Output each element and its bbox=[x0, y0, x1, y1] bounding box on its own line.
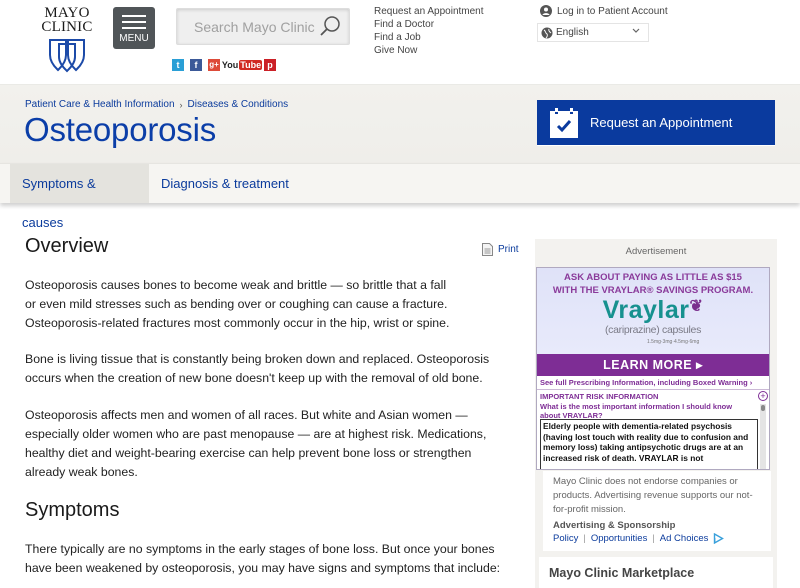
globe-icon bbox=[541, 27, 553, 39]
ad-risk-title: IMPORTANT RISK INFORMATION bbox=[540, 392, 659, 401]
give-now-link[interactable]: Give Now bbox=[374, 45, 418, 56]
ad-disclaimer bbox=[543, 471, 771, 551]
expand-plus-icon[interactable]: + bbox=[758, 391, 768, 401]
youtube-icon[interactable] bbox=[221, 59, 262, 71]
pinterest-icon[interactable]: p bbox=[264, 59, 276, 71]
chevron-down-icon bbox=[632, 28, 640, 34]
tab-symptoms-causes[interactable]: Symptoms & causes bbox=[10, 164, 149, 203]
overview-paragraph-3: Osteoporosis affects men and women of all races. But white and Asian women — especially older women who are past menopause — are at highest risk. Medications, healthy diet and weight-bearing exercise can help prevent bone loss or strengthen already weak bones. bbox=[25, 408, 487, 479]
search-box bbox=[176, 8, 350, 45]
menu-button[interactable] bbox=[113, 7, 155, 49]
overview-paragraph-2: Bone is living tissue that is constantly being broken down and replaced. Osteoporosis occurs when the creation of new bone doesn't keep up with the removal of old bone. bbox=[25, 352, 490, 385]
breadcrumb-patient-care[interactable]: Patient Care & Health Information bbox=[25, 99, 175, 110]
language-select[interactable] bbox=[537, 23, 649, 42]
tab-diagnosis-treatment[interactable]: Diagnosis & treatment bbox=[161, 176, 289, 191]
ad-risk-question: What is the most important information I should know about VRAYLAR? bbox=[540, 401, 733, 420]
login-label: Log in to Patient Account bbox=[557, 5, 668, 17]
ad-choices-icon[interactable] bbox=[713, 533, 724, 544]
ad-scrollbar-thumb[interactable] bbox=[761, 405, 765, 411]
youtube-tube: Tube bbox=[240, 59, 262, 70]
page-tabs bbox=[0, 163, 800, 230]
twitter-icon[interactable]: t bbox=[172, 59, 184, 71]
request-appointment-link[interactable]: Request an Appointment bbox=[374, 6, 484, 17]
ad-divider bbox=[537, 389, 769, 390]
youtube-you: You bbox=[221, 59, 239, 70]
symptoms-paragraph: There typically are no symptoms in the early stages of bone loss. But once your bones have been weakened by osteoporosis, you may have signs and symptoms that include: bbox=[25, 542, 501, 575]
marketplace-heading: Mayo Clinic Marketplace bbox=[539, 557, 773, 588]
find-job-link[interactable]: Find a Job bbox=[374, 32, 421, 43]
policy-link[interactable]: Policy bbox=[553, 533, 579, 544]
ad-brand-logo bbox=[537, 296, 769, 325]
leaf-icon: ❦ bbox=[689, 298, 704, 315]
facebook-icon[interactable]: f bbox=[190, 59, 202, 71]
mayo-clinic-logo[interactable] bbox=[36, 6, 98, 74]
link-separator: | bbox=[583, 533, 586, 544]
login-link[interactable] bbox=[540, 5, 668, 17]
breadcrumb-diseases-conditions[interactable]: Diseases & Conditions bbox=[187, 99, 289, 110]
logo-line-2: CLINIC bbox=[41, 19, 93, 35]
breadcrumb-separator: › bbox=[179, 99, 183, 110]
find-doctor-link[interactable]: Find a Doctor bbox=[374, 19, 435, 30]
calendar-check-icon bbox=[550, 108, 578, 138]
breadcrumb bbox=[25, 99, 288, 110]
ad-generic-name: (cariprazine) capsules bbox=[604, 324, 702, 336]
ad-brand-name: Vraylar bbox=[602, 296, 690, 324]
hamburger-icon-bar bbox=[122, 15, 146, 17]
language-value: English bbox=[556, 27, 589, 38]
search-icon[interactable] bbox=[319, 15, 341, 37]
ad-headline-line-1: ASK ABOUT PAYING AS LITTLE AS $15 bbox=[564, 272, 742, 283]
ad-banner bbox=[537, 268, 769, 354]
quick-links bbox=[374, 5, 484, 57]
logo-line-1: MAYO bbox=[44, 5, 90, 21]
user-icon bbox=[540, 5, 552, 17]
shields-icon bbox=[47, 37, 87, 73]
menu-label: MENU bbox=[119, 33, 149, 44]
overview-heading: Overview bbox=[25, 235, 109, 257]
hamburger-icon-bar bbox=[122, 27, 146, 29]
opportunities-link[interactable]: Opportunities bbox=[590, 533, 648, 544]
sponsorship-links bbox=[553, 533, 761, 544]
social-links bbox=[172, 58, 276, 71]
request-appointment-label: Request an Appointment bbox=[590, 115, 733, 130]
ad-scrollbar[interactable] bbox=[760, 404, 766, 470]
request-appointment-button[interactable] bbox=[537, 100, 775, 146]
ad-boxed-warning: Elderly people with dementia-related psychosis (having lost touch with reality due to confusion and memory loss) taking antipsychotic drugs are at an increased risk of death. VRAYLAR is not bbox=[540, 419, 758, 470]
sidebar bbox=[535, 239, 777, 588]
google-plus-icon[interactable]: g+ bbox=[209, 60, 219, 69]
page-title: Osteoporosis bbox=[24, 111, 217, 148]
ad-headline bbox=[537, 271, 769, 297]
print-document-icon bbox=[482, 243, 493, 256]
hamburger-icon-bar bbox=[122, 21, 146, 23]
disclaimer-text: Mayo Clinic does not endorse companies or products. Advertising revenue supports our not-for-profit mission. bbox=[553, 476, 753, 515]
print-button[interactable] bbox=[482, 243, 519, 256]
title-band bbox=[0, 84, 800, 163]
ad-choices-link[interactable]: Ad Choices bbox=[659, 533, 709, 544]
vraylar-advertisement[interactable] bbox=[536, 267, 770, 470]
ad-risk-info bbox=[540, 392, 750, 421]
ad-headline-line-2: WITH THE VRAYLAR® SAVINGS PROGRAM. bbox=[552, 285, 754, 296]
sponsorship-heading: Advertising & Sponsorship bbox=[553, 520, 676, 531]
search-input[interactable] bbox=[177, 9, 317, 44]
symptoms-heading: Symptoms bbox=[25, 499, 120, 521]
site-header bbox=[0, 0, 800, 84]
advertisement-label: Advertisement bbox=[625, 246, 687, 257]
ad-doses: 1.5mg·3mg·4.5mg·6mg bbox=[647, 339, 700, 345]
print-label: Print bbox=[498, 244, 519, 255]
ad-learn-more-button[interactable]: LEARN MORE ▸ bbox=[537, 354, 769, 376]
link-separator: | bbox=[652, 533, 655, 544]
ad-prescribing-info-link[interactable]: See full Prescribing Information, including Boxed Warning › bbox=[540, 378, 753, 387]
overview-paragraph-1: Osteoporosis causes bones to become weak and brittle — so brittle that a fall or even mild stresses such as bending over or coughing can cause a fracture. Osteoporosis-related fractures most commonly occur in the hip, wrist or spine. bbox=[25, 278, 450, 330]
